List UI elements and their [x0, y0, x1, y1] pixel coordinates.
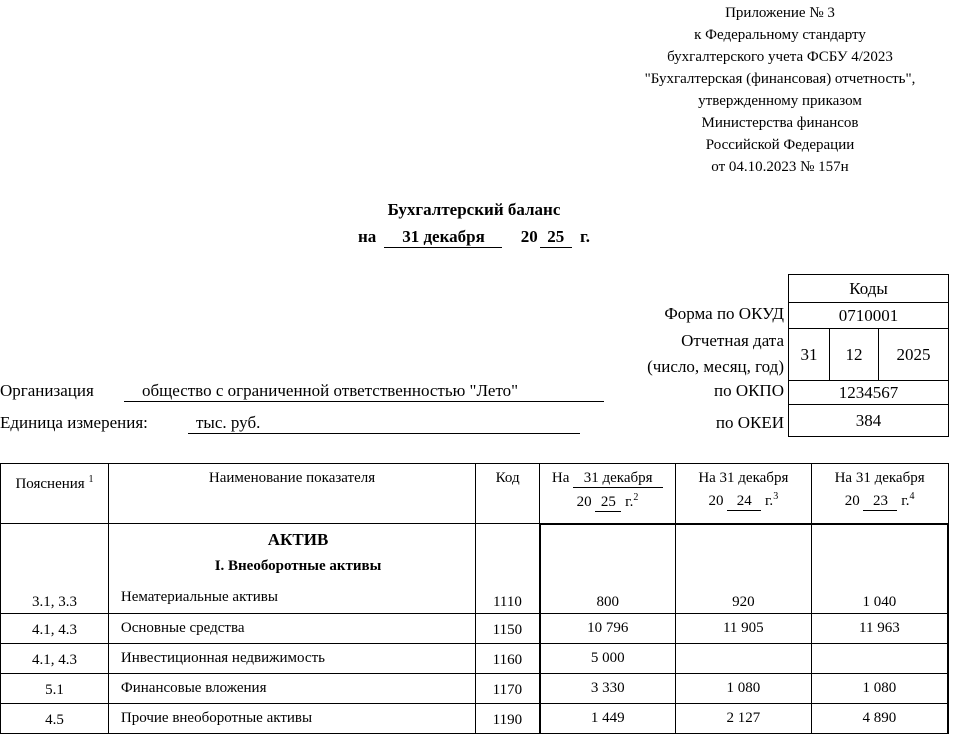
row-notes: 3.1, 3.3 [1, 524, 109, 614]
col1-header [540, 464, 676, 524]
date-label-2: (число, месяц, год) [647, 357, 784, 376]
okei-label: по ОКЕИ [715, 413, 784, 432]
row-v1: 800 [540, 524, 676, 614]
date-label-1: Отчетная дата [681, 331, 784, 350]
date-on: на [357, 227, 377, 246]
col2-prefix: 20 [708, 493, 724, 509]
date-g: г. [579, 227, 591, 246]
col1-year: 25 [595, 494, 621, 512]
okei-code: 384 [789, 405, 949, 437]
row-notes: 4.5 [1, 704, 109, 734]
row-v2: 2 127 [675, 704, 811, 734]
row-code: 1170 [476, 674, 540, 704]
codes-header: Коды [789, 275, 949, 303]
row-code: 1160 [476, 644, 540, 674]
col2-g: г. [764, 493, 774, 509]
table-row [1, 524, 949, 614]
col2-header [675, 464, 811, 524]
row-v3: 11 963 [811, 614, 948, 644]
row-v1: 1 449 [540, 704, 676, 734]
date-day-cell: 31 [789, 329, 830, 381]
table-row [1, 644, 949, 674]
table-row [1, 674, 949, 704]
row-v2: 11 905 [675, 614, 811, 644]
okud-code: 0710001 [789, 303, 949, 329]
table-row [1, 614, 949, 644]
date-month-cell: 12 [830, 329, 879, 381]
section-cell [108, 524, 475, 614]
row-v1: 5 000 [540, 644, 676, 674]
row-notes: 4.1, 4.3 [1, 614, 109, 644]
row-notes: 5.1 [1, 674, 109, 704]
annex-line: Приложение № 3 [725, 5, 835, 21]
annex-line: от 04.10.2023 № 157н [711, 159, 849, 175]
row-code: 1110 [476, 524, 540, 614]
col3-sup: 4 [909, 491, 915, 502]
row-name: Основные средства [108, 614, 475, 644]
row-name: Нематериальные активы [120, 589, 278, 605]
col-code-header: Код [476, 464, 540, 524]
row-v1: 3 330 [540, 674, 676, 704]
row-v3: 1 080 [811, 674, 948, 704]
section-title: АКТИВ [267, 530, 329, 549]
col1-g: г. [625, 494, 634, 510]
okpo-code: 1234567 [789, 381, 949, 405]
col1-sup: 2 [633, 492, 639, 503]
row-v2: 1 080 [675, 674, 811, 704]
col3-title: На 31 декабря [834, 470, 925, 486]
row-name: Финансовые вложения [108, 674, 475, 704]
annex-block [560, 2, 966, 178]
row-name: Прочие внеоборотные активы [108, 704, 475, 734]
row-name: Инвестиционная недвижимость [108, 644, 475, 674]
row-code: 1150 [476, 614, 540, 644]
col3-prefix: 20 [844, 493, 860, 509]
annex-line: Министерства финансов [701, 115, 859, 131]
table-header [1, 464, 949, 524]
page-title: Бухгалтерский баланс [387, 200, 561, 219]
row-v3: 1 040 [811, 524, 948, 614]
col3-year: 23 [863, 493, 897, 511]
org-label: Организация [0, 381, 94, 400]
row-v3 [811, 644, 948, 674]
okpo-label: по ОКПО [713, 381, 784, 400]
annex-line: к Федеральному стандарту [694, 27, 866, 43]
row-code: 1190 [476, 704, 540, 734]
row-v2: 920 [675, 524, 811, 614]
unit-label: Единица измерения: [0, 413, 148, 432]
report-date [0, 227, 948, 248]
col1-prefix: 20 [576, 494, 592, 510]
date-year-prefix: 20 [520, 227, 538, 246]
row-v3: 4 890 [811, 704, 948, 734]
annex-line: Российской Федерации [705, 137, 855, 153]
col-notes-sup: 1 [88, 474, 94, 485]
date-day-month: 31 декабря [384, 227, 502, 248]
row-v1: 10 796 [540, 614, 676, 644]
col-notes-header [1, 464, 109, 524]
okud-label: Форма по ОКУД [664, 304, 784, 323]
annex-line: "Бухгалтерская (финансовая) отчетность", [644, 71, 916, 87]
subsection-title: I. Внеоборотные активы [214, 558, 382, 574]
col1-on: На [551, 470, 570, 486]
org-value: общество с ограниченной ответственностью "Лето" [124, 381, 604, 402]
row-v2 [675, 644, 811, 674]
col-name-header: Наименование показателя [108, 464, 475, 524]
col2-title: На 31 декабря [698, 470, 789, 486]
unit-value: тыс. руб. [188, 413, 580, 434]
row-notes: 4.1, 4.3 [1, 644, 109, 674]
col3-g: г. [901, 493, 910, 509]
annex-line: бухгалтерского учета ФСБУ 4/2023 [667, 49, 893, 65]
date-year-cell: 2025 [879, 329, 949, 381]
col2-sup: 3 [773, 491, 779, 502]
date-year-suffix: 25 [540, 227, 572, 248]
codes-table [788, 274, 949, 437]
col3-header [811, 464, 948, 524]
col-notes-label: Пояснения [15, 476, 85, 492]
col1-date: 31 декабря [573, 470, 663, 488]
col2-year: 24 [727, 493, 761, 511]
table-row [1, 704, 949, 734]
balance-table [0, 463, 949, 734]
annex-line: утвержденному приказом [698, 93, 862, 109]
